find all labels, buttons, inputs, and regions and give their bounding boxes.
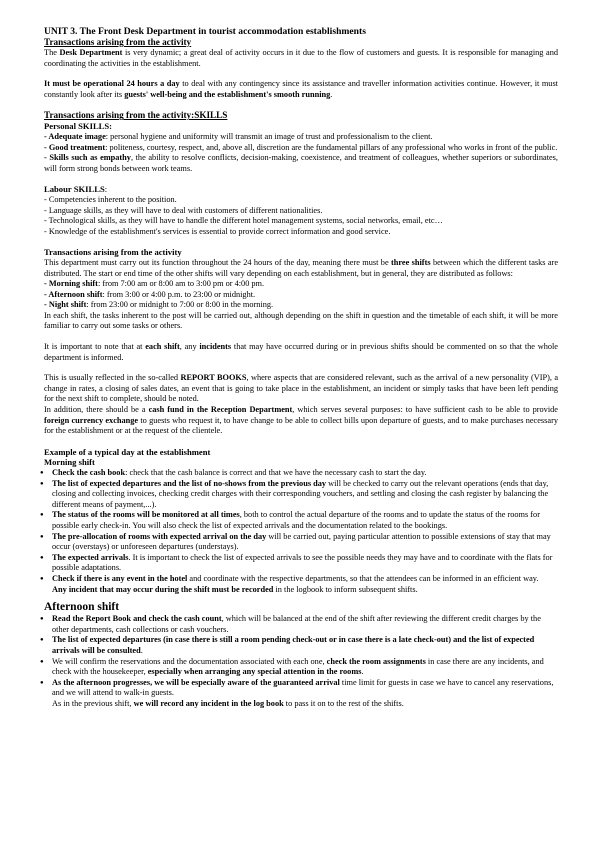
section-heading-activity: Transactions arising from the activity xyxy=(44,37,192,47)
personal-skills-heading: Personal SKILLS: xyxy=(44,121,113,132)
labour-skills-heading: Labour SKILLS: xyxy=(44,184,108,195)
afternoon-closing-note: As in the previous shift, we will record any incident in the log book to pass it on to the rest of the shifts. xyxy=(52,698,404,708)
paragraph-operational: It must be operational 24 hours a day to deal with any contingency since its assistance and traveller information activities continue. However, it must constantly look after its guests' well-being and the establishment's smooth running. xyxy=(44,79,558,99)
list-item: ● As the afternoon progresses, we will be especially aware of the guaranteed arrival time limit for guests in case we have to cancel any reservations, and we will attend to walk-in guests. xyxy=(44,678,558,699)
paragraph-shift-tasks: In each shift, the tasks inherent to the post will be carried out, although depending on the shift in question and the timetable of each shift, it will be more familiar to carry out some tasks or others. xyxy=(44,310,558,331)
labour-skill-item: - Knowledge of the establishment's services is essential to provide correct information and good service. xyxy=(44,226,391,236)
paragraph-report-books: This is usually reflected in the so-called REPORT BOOKS, where aspects that are considered relevant, such as the arrival of a new personality (VIP), a change in rates, a closing of sales dates, an event that is going to take place in the establishment, an incident or simply tasks that have been left pending for the next shift to complete, should be noted. xyxy=(44,373,559,404)
document-title: UNIT 3. The Front Desk Department in tourist accommodation establishments xyxy=(44,26,366,37)
list-item: ● The status of the rooms will be monitored at all times, both to control the actual departure of the rooms and to update the status of the rooms for possible early check-in. You will also check the list of expected arrivals and the documentation related to the bookings. xyxy=(44,510,558,531)
shift-item-morning: - Morning shift: from 7:00 am or 8:00 am to 3:00 pm or 4:00 pm. xyxy=(44,279,265,289)
section-heading-skills: Transactions arising from the activity:SKILLS xyxy=(44,110,228,121)
labour-skill-item: - Technological skills, as they will have to handle the different hotel management systems, social networks, email, etc… xyxy=(44,216,443,226)
morning-shift-heading: Morning shift xyxy=(44,457,95,468)
paragraph-cash-fund: In addition, there should be a cash fund in the Reception Department, which serves several purposes: to have sufficient cash to be able to provide foreign currency exchange to guests who request it, to have change to be able to collect bills upon departure of guests, and to make purchases necessary for the establishment or at the request of the clientele. xyxy=(44,405,558,436)
list-item: ● The list of expected departures and the list of no-shows from the previous day will be checked to carry out the relevant operations (ends that day, closing and collecting invoices, checking credit charges with their corresponding vouchers, and settling and closing the cash register by balancing the different means of payment,...). xyxy=(44,479,558,511)
paragraph-incidents: It is important to note that at each shift, any incidents that may have occurred during or in previous shifts should be commented on so that the whole department is informed. xyxy=(44,342,558,362)
list-item: ● Check the cash book: check that the cash balance is correct and that we have the necessary cash to start the day. xyxy=(44,468,558,479)
shift-item-afternoon: - Afternoon shift: from 3:00 or 4:00 p.m. to 23:00 or midnight. xyxy=(44,289,256,299)
labour-skill-item: - Language skills, as they will have to deal with customers of different nationalities. xyxy=(44,205,323,215)
document-page xyxy=(44,26,558,709)
morning-closing-note: Any incident that may occur during the shift must be recorded in the logbook to inform subsequent shifts. xyxy=(52,584,418,594)
section-heading-shifts: Transactions arising from the activity xyxy=(44,247,182,258)
list-item: ● Read the Report Book and check the cash count, which will be balanced at the end of the shift after reviewing the different credit charges by the other departments, cash collections or cash vouchers. xyxy=(44,614,558,635)
afternoon-task-list xyxy=(44,614,558,699)
list-item: ● The list of expected departures (in case there is still a room pending check-out or in case there is a late check-out) and the list of expected arrivals will be consulted. xyxy=(44,635,558,656)
section-heading-typical-day: Example of a typical day at the establishment xyxy=(44,446,211,457)
personal-skill-item: - Skills such as empathy, the ability to resolve conflicts, decision-making, coexistence, and treatment of colleagues, whether superiors or subordinates, will form strong bonds between work teams. xyxy=(44,153,558,173)
shift-item-night: - Night shift: from 23:00 or midnight to 7:00 or 8:00 in the morning. xyxy=(44,300,274,310)
morning-task-list xyxy=(44,468,558,585)
list-item: ● Check if there is any event in the hotel and coordinate with the respective departments, so that the attendees can be informed in an efficient way. xyxy=(44,574,558,585)
list-item: ● The pre-allocation of rooms with expected arrival on the day will be carried out, paying particular attention to possible extensions of stay that may occur (overstays) or unforeseen departures (understays). xyxy=(44,532,558,553)
personal-skill-item: - Good treatment: politeness, courtesy, respect, and, above all, discretion are the fundamental pillars of any professional who works in front of the public. xyxy=(44,142,558,152)
labour-skill-item: - Competencies inherent to the position. xyxy=(44,194,177,204)
list-item: ● The expected arrivals. It is important to check the list of expected arrivals to see the possible needs they may have and to coordinate with the flats for possible adaptations. xyxy=(44,553,558,574)
personal-skill-item: - Adequate image: personal hygiene and uniformity will transmit an image of trust and professionalism to the client. xyxy=(44,131,433,141)
paragraph-desk-department: The Desk Department is very dynamic; a great deal of activity occurs in it due to the flow of customers and guests. It is responsible for managing and coordinating the activities in the establishment. xyxy=(44,48,558,68)
list-item: ● We will confirm the reservations and the documentation associated with each one, check the room assignments in case there are any incidents, and check with the housekeeper, especially when arranging any special attention in the rooms. xyxy=(44,657,558,678)
afternoon-shift-heading: Afternoon shift xyxy=(44,601,120,614)
paragraph-three-shifts: This department must carry out its function throughout the 24 hours of the day, meaning there must be three shifts between which the different tasks are distributed. The start or end time of the other shifts will vary depending on each establishment, but in general, they are distributed as follows: xyxy=(44,257,558,278)
